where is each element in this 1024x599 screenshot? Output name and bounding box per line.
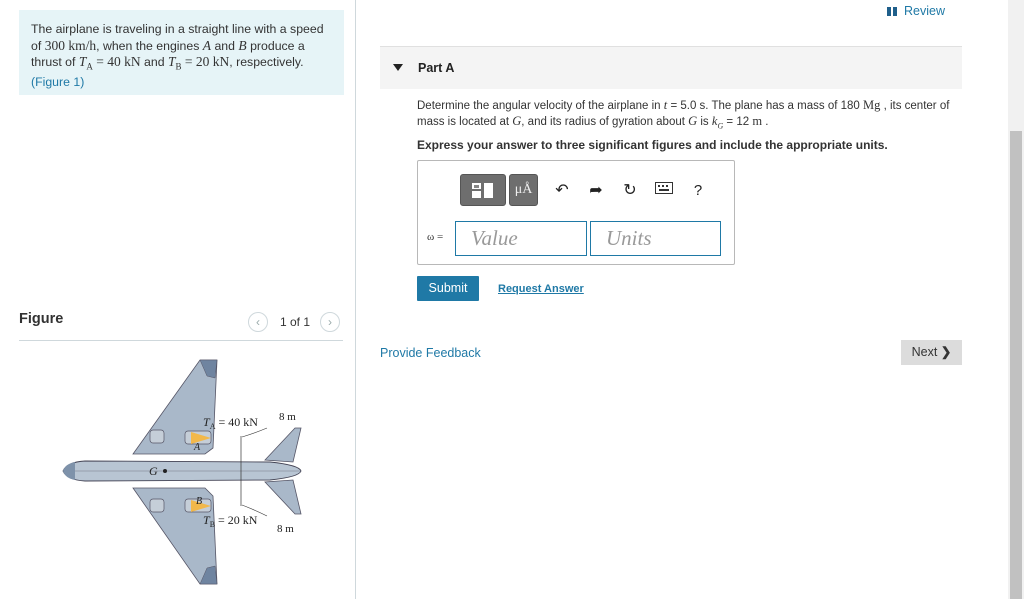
thrust-a-subscript: A — [86, 61, 93, 72]
thrust-a-symbol: T — [78, 54, 87, 69]
problem-text-2: , when the engines — [96, 38, 200, 53]
k-value: = 12 — [723, 116, 750, 128]
redo-icon[interactable]: ➦ — [589, 182, 603, 199]
next-label: Next — [911, 345, 938, 359]
keyboard-icon[interactable] — [654, 181, 674, 199]
scrollbar[interactable] — [1008, 0, 1024, 599]
problem-and-1: and — [214, 38, 235, 53]
thrust-b — [168, 54, 230, 72]
tail-upper — [265, 428, 301, 462]
figure-pager — [248, 312, 340, 332]
question-text-4: , and its radius of gyration about — [521, 116, 685, 128]
next-button[interactable] — [901, 340, 962, 365]
review-icon — [887, 7, 897, 16]
figure-divider — [19, 340, 343, 341]
label-ta: $T_A = 40$ kN — [203, 415, 258, 431]
problem-text-4: , respectively. — [229, 55, 304, 69]
request-answer-link[interactable]: Request Answer — [498, 283, 584, 295]
engine-b-symbol: B — [238, 37, 247, 53]
part-a-header[interactable] — [380, 46, 962, 89]
chevron-left-icon[interactable]: ‹ — [248, 312, 268, 332]
label-b: B — [196, 496, 203, 507]
nose-cone — [63, 462, 75, 480]
label-tb: $T_B = 20$ kN — [203, 513, 258, 529]
provide-feedback-link[interactable]: Provide Feedback — [380, 346, 481, 360]
figure-page-count: 1 of 1 — [280, 315, 311, 329]
dim-curve-top — [242, 428, 267, 437]
label-8m-bottom: 8 m — [277, 523, 294, 535]
k-unit: m — [752, 114, 763, 128]
chevron-right-icon: ❯ — [940, 345, 952, 359]
problem-text-1: The airplane is traveling in a straight line with a speed of — [31, 22, 324, 53]
tail-lower — [265, 480, 301, 514]
thrust-b-symbol: T — [168, 54, 176, 69]
scrollbar-thumb[interactable] — [1010, 131, 1022, 599]
question-text-6: . — [765, 116, 769, 128]
thrust-b-subscript: B — [175, 61, 182, 72]
outer-engine-top — [150, 430, 164, 443]
right-panel — [356, 0, 1008, 599]
question-text-2: . The plane has a mass of 180 — [705, 100, 860, 112]
answer-box — [417, 160, 735, 265]
label-8m-top: 8 m — [279, 411, 296, 423]
center-of-mass-dot — [163, 469, 167, 473]
undo-icon[interactable]: ↶ — [555, 182, 569, 199]
figure-link[interactable]: (Figure 1) — [31, 75, 85, 90]
problem-and-2: and — [144, 55, 165, 69]
question-text-1: Determine the angular velocity of the airplane in — [417, 100, 661, 112]
problem-statement — [19, 10, 344, 95]
thrust-a-value: = 40 kN — [92, 54, 141, 69]
reset-icon[interactable]: ↻ — [623, 182, 637, 199]
left-panel — [0, 0, 356, 599]
review-label: Review — [904, 4, 945, 18]
question-text-5: is — [700, 116, 709, 128]
thrust-b-value: = 20 kN — [181, 54, 230, 69]
review-link[interactable] — [887, 4, 945, 18]
question-text — [417, 98, 977, 134]
engine-a-symbol: A — [202, 37, 212, 53]
figure-title: Figure — [19, 311, 64, 327]
value-input[interactable]: Value — [455, 221, 587, 256]
airplane-figure — [55, 358, 310, 588]
answer-toolbar — [460, 174, 708, 206]
units-button[interactable]: μÅ — [509, 174, 538, 206]
k-symbol: k — [711, 114, 718, 128]
problem-text-3: produce a thrust of — [31, 38, 305, 69]
speed-value: 300 — [44, 37, 65, 53]
time-symbol: t — [663, 98, 668, 112]
k-subscript: G — [717, 121, 724, 131]
label-a: A — [194, 442, 201, 453]
units-input[interactable]: Units — [590, 221, 721, 256]
omega-label: ω = — [427, 231, 444, 243]
help-icon[interactable]: ? — [693, 181, 703, 199]
label-g: G — [149, 464, 158, 478]
radius-of-gyration — [711, 114, 724, 131]
templates-button[interactable] — [460, 174, 506, 206]
caret-down-icon — [393, 64, 403, 71]
g-symbol-2: G — [688, 114, 698, 128]
outer-engine-bottom — [150, 499, 164, 512]
thrust-a — [78, 54, 141, 72]
speed-unit: km/h — [68, 37, 97, 53]
chevron-right-icon[interactable]: › — [320, 312, 340, 332]
part-a-label: Part A — [418, 61, 455, 75]
submit-button[interactable]: Submit — [417, 276, 479, 301]
question-text-3: , its center of mass is located at — [417, 100, 950, 128]
templates-icon — [470, 180, 496, 200]
g-symbol: G — [512, 114, 522, 128]
mass-unit: Mg — [863, 98, 881, 112]
time-value: = 5.0 s — [667, 100, 706, 112]
instruction-text: Express your answer to three significant figures and include the appropriate units. — [417, 138, 888, 152]
